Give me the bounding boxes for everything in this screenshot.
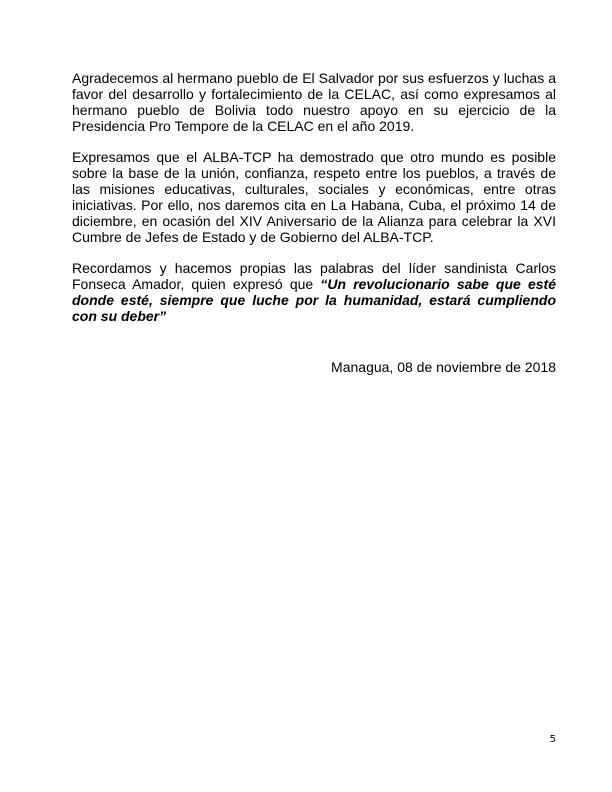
paragraph-alba-tcp	[72, 149, 556, 245]
paragraph-text: Expresamos que el ALBA-TCP ha demostrado que otro mundo es posible sobre la base de la unión, confianza, respeto entre los pueblos, a través de las misiones educativas, culturales, sociales y económicas, entre otras iniciativas. Por ello, nos daremos cita en La Habana, Cuba, el próximo 14 de diciembre, en ocasión del XIV Aniversario de la Alianza para celebrar la XVI Cumbre de Jefes de Estado y de Gobierno del ALBA-TCP.	[72, 149, 556, 245]
page-number: 5	[549, 734, 556, 745]
document-body	[72, 70, 556, 339]
paragraph-text: Agradecemos al hermano pueblo de El Salvador por sus esfuerzos y luchas a favor del desarrollo y fortalecimiento de la CELAC, así como expresamos al hermano pueblo de Bolivia todo nuestro apoyo en su ejercicio de la Presidencia Pro Tempore de la CELAC en el año 2019.	[72, 70, 556, 134]
quote-text: “Un revolucionario sabe que esté donde esté, siempre que luche por la humanidad, estará cumpliendo con su deber”	[72, 276, 557, 324]
paragraph-text: Recordamos y hacemos propias las palabras del líder sandinista Carlos Fonseca Amador, quien expresó que	[72, 260, 556, 292]
paragraph-celac-thanks	[72, 70, 556, 134]
paragraph-fonseca-quote	[72, 260, 556, 324]
place-date-signoff: Managua, 08 de noviembre de 2018	[331, 359, 556, 375]
